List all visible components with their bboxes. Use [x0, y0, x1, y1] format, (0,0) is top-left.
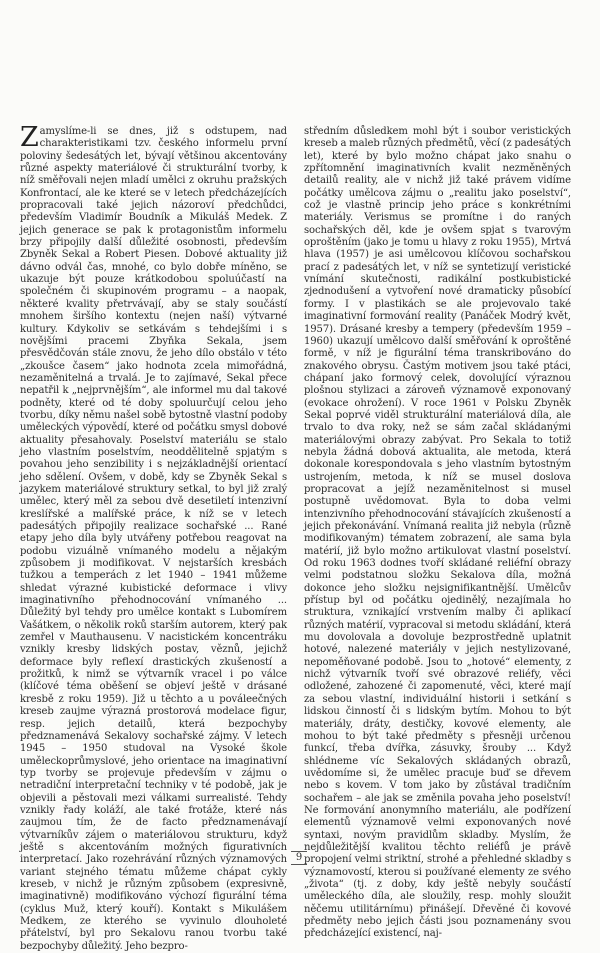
drop-cap: Z: [20, 122, 39, 153]
right-column-text: středním důsledkem mohl být i soubor veristických kreseb a maleb různých předmětů, věcí (z padesátých let), které by bylo možno chápat jako snahu o zpřítomnění imaginativních kvalit nezměněných detailů reality, ale v nichž již také právem vidíme počátky umělcova zájmu o „realitu jako poselství“, což je vlastně princip jeho práce s konkrétními materiály. Verismus se promítne i do raných sochařských děl, kde je ovšem spjat s tvarovým oproštěním (jako je tomu u hlavy z roku 1955), Mrtvá hlava (1957) je asi umělcovou klíčovou sochařskou prací z padesátých let, v níž se syntetizují veristické vnímání skutečnosti, radikální postkubistické zjednodušení a vytvoření nové dramaticky působící formy. I v plastikách se ale projevovalo také imaginativní formování reality (Panáček Modrý květ, 1957). Drásané kresby a tempery (především 1959 – 1960) ukazují umělcovo další směřování k oproštěné formě, v níž je figurální téma transkribováno do znakového obrysu. Častým motivem jsou také ptáci, chápaní jako formový celek, dovolující výraznou plošnou stylizaci a zároveň významově exponovaný (evokace ohrožení). V roce 1961 v Polsku Zbyněk Sekal poprvé viděl strukturální materiálová díla, ale trvalo to dva roky, než se sám začal skládanými materiálovými obrazy zabývat. Pro Sekala to totiž nebyla žádná dobová aktualita, ale metoda, která dokonale korespondovala s jeho vlastním bytostným ustrojením, metoda, k níž se musel doslova propracovat a jejíž nezaměnitelnost si musel postupně uvědomovat. Byla to doba velmi intenzivního přehodnocování stávajících zkušeností a jejich překonávání. Vnímaná realita již nebyla (různě modifikovaným) tématem zobrazení, ale sama byla matérií, již bylo možno artikulovat vlastní poselství. Od roku 1963 dodnes tvoří skládané reliéfní obrazy velmi podstatnou složku Sekalova díla, možná dokonce jeho složku nejsignifikantnější. Umělcův přístup byl od počátku ojedinělý, nezajímala ho struktura, vznikající vrstvením malby či aplikací různých matérií, vypracoval si metodu skládání, která mu dovolovala a dovoluje bezprostředně uplatnit hotové, nalezené materiály v jejich nestylizované, nepoměňované podobě. Jsou to „hotové“ elementy, z nichž výtvarník tvoří své obrazové reliéfy, věci odložené, zahozené či zapomenuté, věci, které mají za sebou vlastní, individuální historii i setkání s lidskou činností či s lidským bytím. Mohou to být materiály, dráty, destičky, kovové elementy, ale mohou to být také předměty s přesněji určenou funkcí, třeba dvířka, zásuvky, šrouby ... Když shlédneme víc Sekalových skládaných obrazů, uvědomíme si, že umělec pracuje buď se dřevem nebo s kovem. V tom jako by zůstával tradičním sochařem – ale jak se změnila povaha jeho poselství! Ne formování anonymního materiálu, ale podřízení elementů významově velmi exponovaných nové syntaxi, novým pravidlům skladby. Myslím, že nejdůležitější kvalitou těchto reliéfů je právě propojení velmi striktní, strohé a přehledné skladby s významovostí, kterou si používané elementy ze svého „života“ (tj. z doby, kdy ještě nebyly součástí uměleckého díla, ale sloužily, resp. mohly sloužit něčemu utilitárnímu) přinášejí. Dřevěné či kovové předměty nebo jejich části jsou poznamenány svou předcházející existencí, naj-: [304, 126, 571, 940]
left-paragraph: [20, 122, 287, 953]
right-column: [304, 126, 571, 941]
left-column-text: amyslíme-li se dnes, již s odstupem, nad charakteristikami tzv. českého informelu první poloviny šedesátých let, bývají většinou akcentovány různé aspekty materiálové či strukturální tvorby, k níž směřovali nejen mladí umělci z okruhu pražských Konfrontací, ale ke které se v letech předcházejících propracovali také jejich názoroví předchůdci, především Vladimír Boudník a Mikuláš Medek. Z jejich generace se pak k protagonistům informelu brzy připojily další důležité osobnosti, především Zbyněk Sekal a Robert Piesen. Dobové aktuality již dávno odvál čas, mnohé, co bylo dobře míněno, se ukazuje být pouze krátkodobou spoluúčastí na společném či skupinovém programu – a naopak, některé kvality přetrvávají, aby se staly součástí mnohem širšího kontextu (nejen naší) výtvarné kultury. Kdykoliv se setkávám s tehdejšími i s novějšími pracemi Zbyňka Sekala, jsem přesvědčován stále znovu, že jeho dílo obstálo v této „zkoušce časem“ jako hodnota zcela mimořádná, nezaměnitelná a trvalá. Je to zajímavé, Sekal přece nepatřil k „nejprvnějším“, ale informel mu dal takové podněty, které od té doby spoluurčují celou jeho tvorbu, díky němu našel sobě bytostně vlastní podoby uměleckých výpovědí, které od počátku smysl dobové aktuality přesahovaly. Poselství materiálu se stalo jeho vlastním poselstvím, neoddělitelně spjatým s povahou jeho senzibility i s nejzákladnější orientací jeho sdělení. Ovšem, v době, kdy se Zbyněk Sekal s jazykem materiálové struktury setkal, to byl již zralý umělec, který měl za sebou dvě desetiletí intenzivní kreslířské a malířské práce, k níž se v letech padesátých připojily realizace sochařské ... Rané etapy jeho díla byly utvářeny potřebou reagovat na podobu vizuálně vnímaného modelu a nějakým způsobem ji modifikovat. V nejstarších kresbách tužkou a temperách z let 1940 – 1941 můžeme shledat výrazné kubistické deformace i vlivy imaginativního přehodnocování vnímaného ... Důležitý byl tehdy pro umělce kontakt s Lubomírem Vašátkem, o několik roků starším autorem, který pak zemřel v Mauthausenu. V nacistickém koncentráku vznikly kresby lidských postav, věznů, jejichž deformace byly reflexí drastických zkušeností a prožitků, k nimž se výtvarník vracel i po válce (klíčové téma oběšení se objeví ještě v drásané kresbě z roku 1959). Již u těchto a u pováleečných kreseb zaujme výrazná prostorová modelace figur, resp. jejich detailů, která bezpochyby předznamenává Sekalovy sochařské zájmy. V letech 1945 – 1950 studoval na Vysoké škole uměleckoprůmyslové, jeho orientace na imaginativní typ tvorby se projevuje především v zájmu o netradiční interpretační techniky v té podobě, jak je objevili a pěstovali mezi válkami surrealisté. Tehdy vznikly řady koláží, ale také frotáže, které nás zaujmou tím, že de facto předznamenávají výtvarníkův zájem o materiálovou strukturu, když ještě s akcentováním možných figurativních interpretací. Jako rozehrávání různých významových variant stejného tématu můžeme chápat cykly kreseb, v nichž je různým způsobem (expresivně, imaginativně) modifikováno výchozí figurální téma (cyklus Muž, který kouří). Kontakt s Mikulášem Medkem, ze kterého se vyvinulo dlouholeté přátelství, byl pro Sekalovu ranou tvorbu také bezpochyby důležitý. Jeho bezpro-: [20, 126, 287, 952]
left-column: [20, 122, 287, 953]
page-number: 9: [295, 852, 303, 863]
page-number-rule-bottom: [291, 864, 307, 865]
